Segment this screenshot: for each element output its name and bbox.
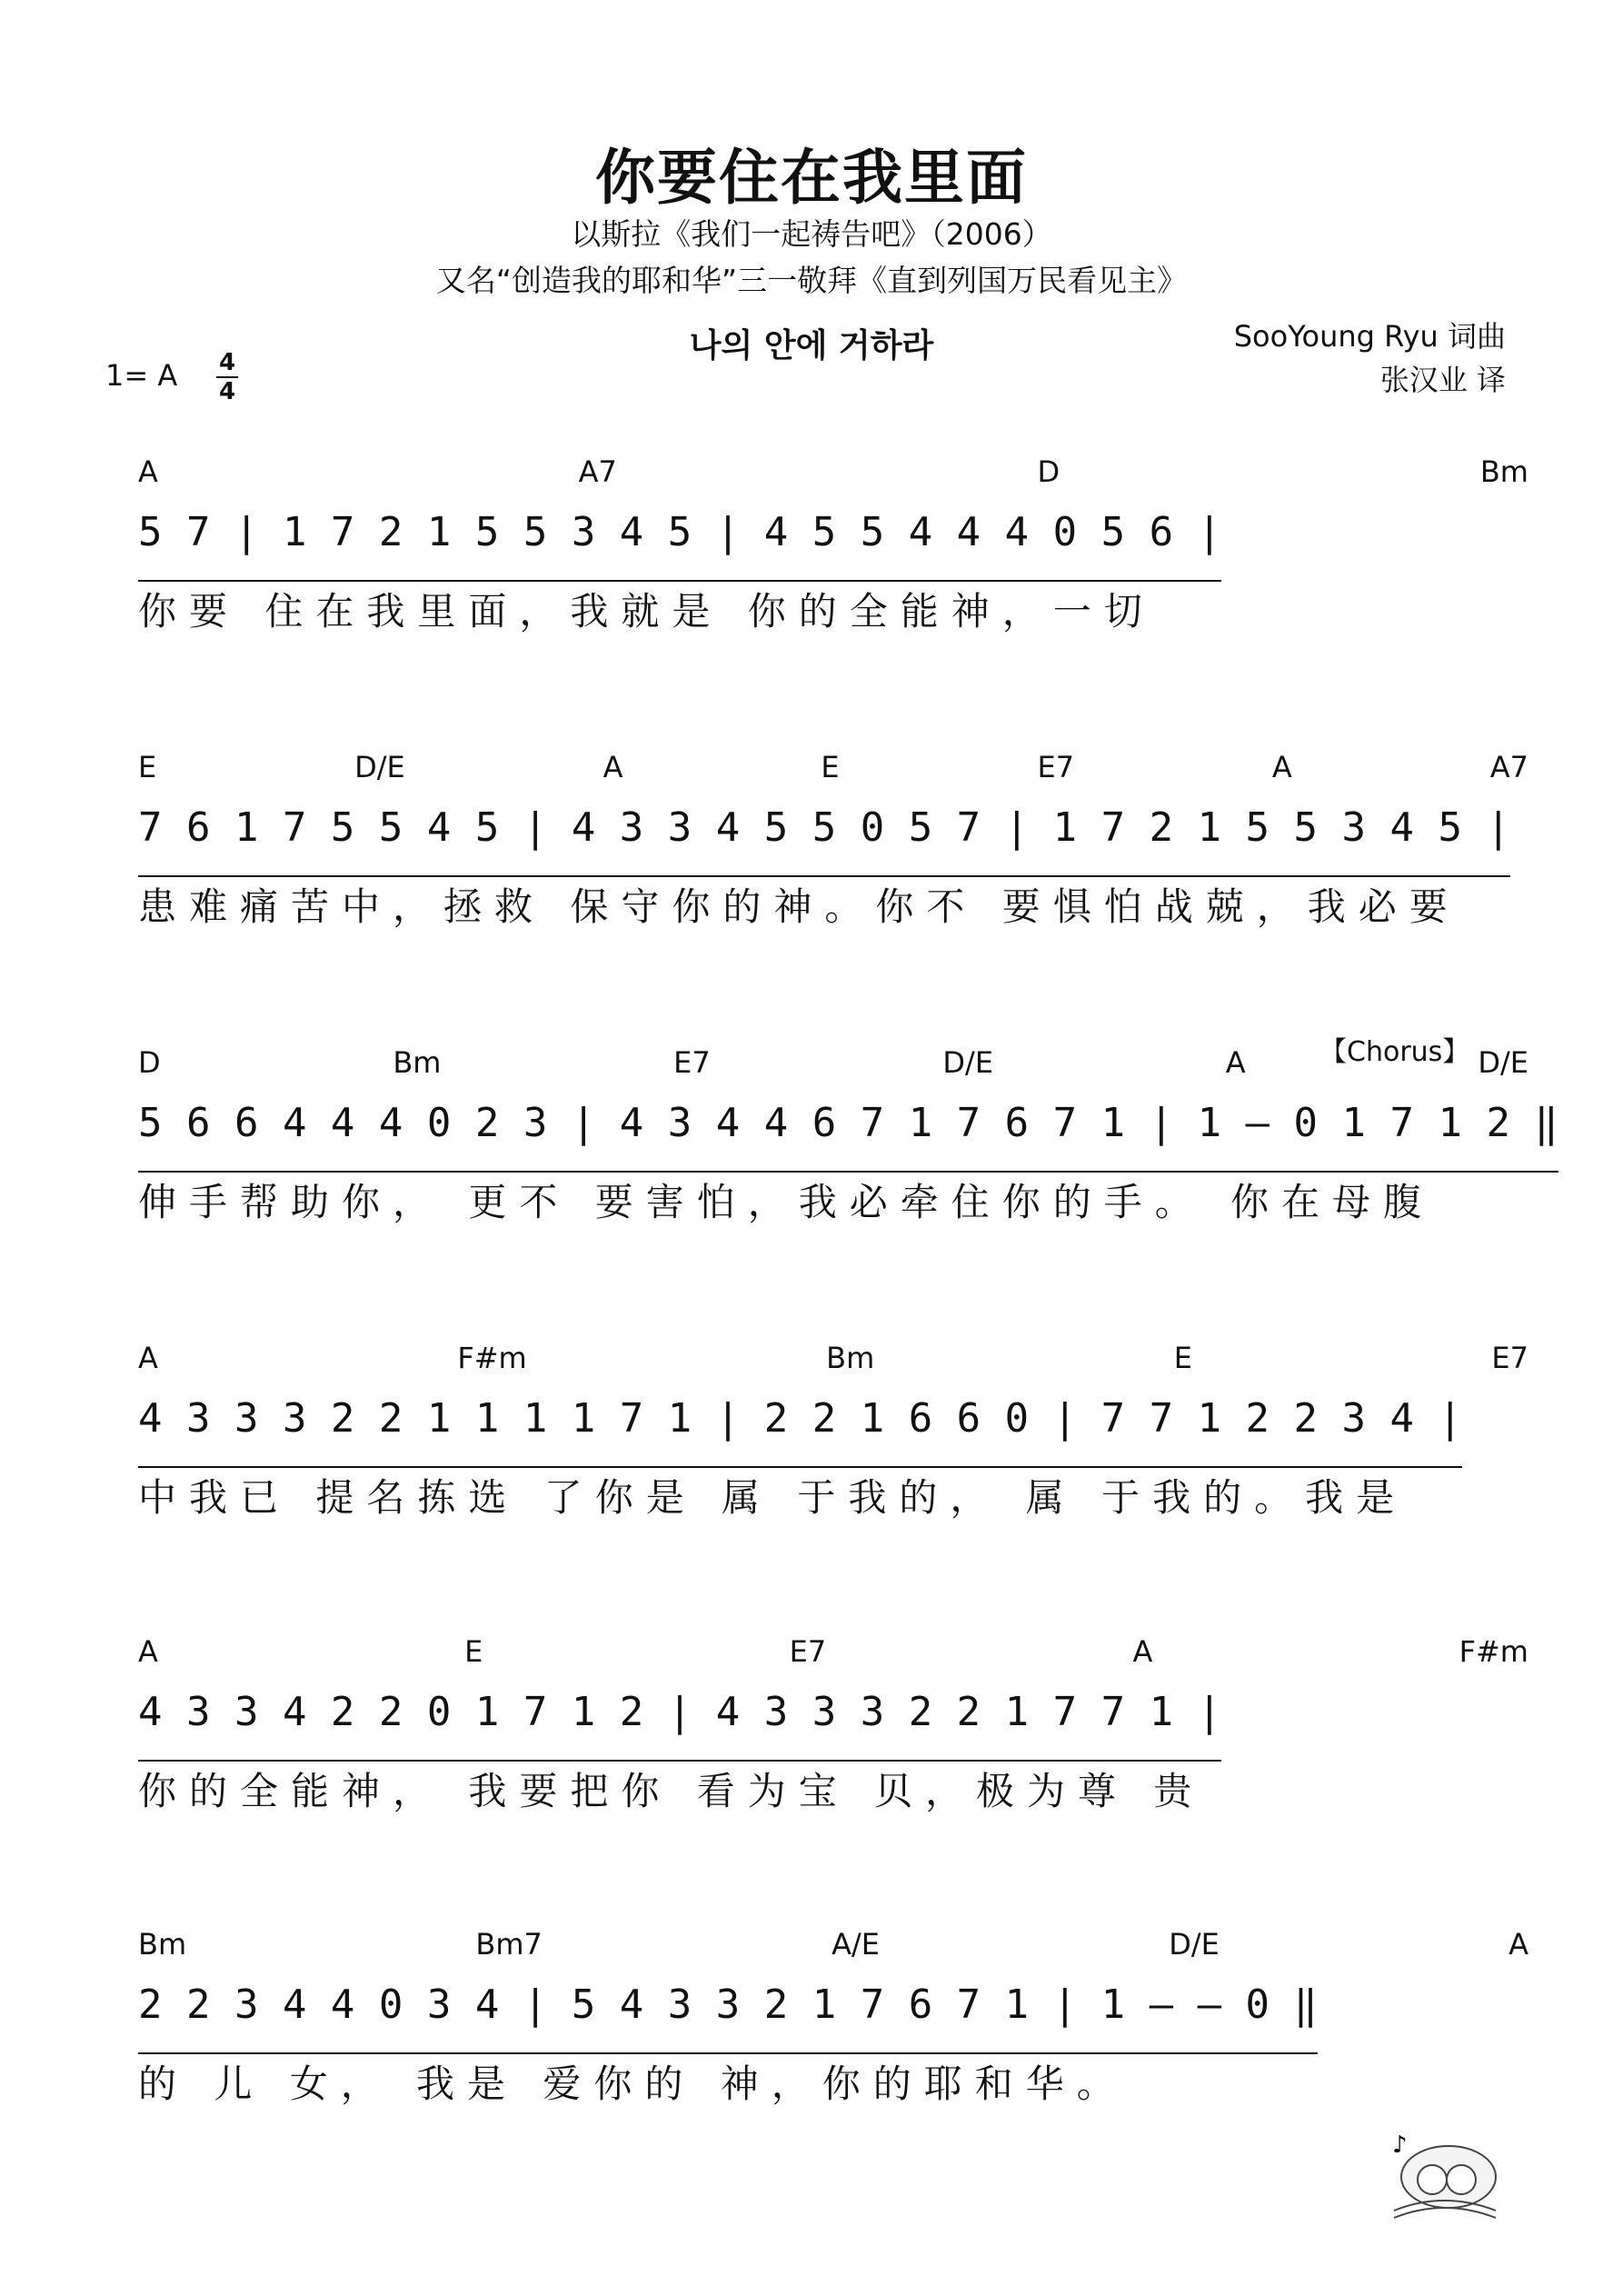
chord-line [138,1341,1528,1377]
subtitle-alias: 又名“创造我的耶和华”三一敬拜《直到列国万民看见主》 [435,263,1188,298]
lyrics-line: 你要 住在我里面，我就是 你的全能神，一切 [138,589,1155,634]
chord-symbol: E7 [789,1634,827,1669]
time-signature-bottom: 4 [218,378,236,405]
korean-title: 나의 안에 거하라 [689,327,934,364]
credit-music: SooYoung Ryu 词曲 [1233,319,1506,354]
notation-text: 4 3 3 4 2 2 0 1 7 1 2 | 4 3 3 3 2 2 1 7 7 1 | [138,1689,1221,1762]
notation-line [138,1689,1528,1762]
chord-symbol: E7 [1037,750,1075,784]
notation-line [138,509,1528,582]
credit-translation: 张汉业 译 [1379,363,1506,397]
chord-symbol: D/E [942,1045,994,1080]
chord-symbol: E7 [1491,1341,1528,1375]
chord-symbol: A7 [1489,750,1528,784]
chord-symbol: Bm7 [475,1927,543,1962]
chord-symbol: A [1271,750,1292,784]
notation-line [138,1100,1558,1173]
chord-symbol: D/E [1478,1045,1528,1080]
key-signature: 1= A [105,358,178,393]
chord-symbol: A [1132,1634,1153,1669]
notation-line [138,1395,1528,1468]
chord-symbol: A [1225,1045,1246,1080]
notation-text: 5 7 | 1 7 2 1 5 5 3 4 5 | 4 5 5 4 4 4 0 5 6 | [138,509,1221,582]
chord-line [138,1927,1528,1963]
chord-line [138,454,1528,491]
chord-symbol: F#m [457,1341,527,1375]
lyrics-line: 患难痛苦中，拯救 保守你的神。你不 要惧怕战兢，我必要 [138,884,1460,929]
chord-symbol: E7 [673,1045,711,1080]
notation-text: 2 2 3 4 4 0 3 4 | 5 4 3 3 2 1 7 6 7 1 | 1 – – 0 ‖ [138,1982,1318,2054]
lyrics-line: 中我已 提名拣选 了你是 属 于我的， 属 于我的。我是 [138,1475,1408,1520]
chord-symbol: A7 [578,454,617,489]
chord-symbol: Bm [138,1927,187,1962]
chord-symbol: E [138,750,157,784]
notation-text: 7 6 1 7 5 5 4 5 | 4 3 3 4 5 5 0 5 7 | 1 7 2 1 5 5 3 4 5 | [138,804,1510,877]
notation-text: 4 3 3 3 2 2 1 1 1 1 7 1 | 2 2 1 6 6 0 | 7 7 1 2 2 3 4 | [138,1395,1462,1468]
lyrics-line: 的 儿 女， 我是 爱你的 神，你的耶和华。 [138,2061,1128,2106]
chord-symbol: A [138,454,158,489]
notation-line [138,1982,1528,2054]
time-signature-top: 4 [218,349,236,376]
chord-line [138,1634,1528,1671]
chord-symbol: Bm [826,1341,875,1375]
chorus-label: 【Chorus】 [1319,1036,1470,1068]
chord-symbol: D [1037,454,1060,489]
publisher-logo [1385,2127,1503,2227]
chord-symbol: D [138,1045,161,1080]
chord-symbol: E [821,750,840,784]
chord-symbol: A [138,1341,158,1375]
chord-symbol: A [602,750,623,784]
chord-symbol: E [1173,1341,1192,1375]
chord-line [138,1045,1528,1082]
chord-symbol: A [138,1634,158,1669]
lyrics-line: 伸手帮助你， 更不 要害怕，我必牵住你的手。 你在母腹 [138,1180,1435,1224]
chord-symbol: F#m [1459,1634,1528,1669]
chord-symbol: Bm [393,1045,442,1080]
chord-symbol: A/E [831,1927,880,1962]
subtitle-source: 以斯拉《我们一起祷告吧》（2006） [571,216,1052,252]
page-title: 你要住在我里面 [595,143,1028,213]
time-signature [211,349,244,405]
notation-line [138,804,1528,877]
chord-symbol: D/E [1169,1927,1220,1962]
chord-line [138,750,1528,786]
notation-text: 5 6 6 4 4 4 0 2 3 | 4 3 4 4 6 7 1 7 6 7 1 | 1 – 0 1 7 1 2 ‖ [138,1100,1558,1173]
chord-symbol: A [1508,1927,1528,1962]
lyrics-line: 你的全能神， 我要把你 看为宝 贝，极为尊 贵 [138,1769,1205,1813]
chord-symbol: Bm [1479,454,1528,489]
chord-symbol: E [464,1634,483,1669]
svg-text:♪: ♪ [1392,2131,1408,2159]
chord-symbol: D/E [354,750,405,784]
